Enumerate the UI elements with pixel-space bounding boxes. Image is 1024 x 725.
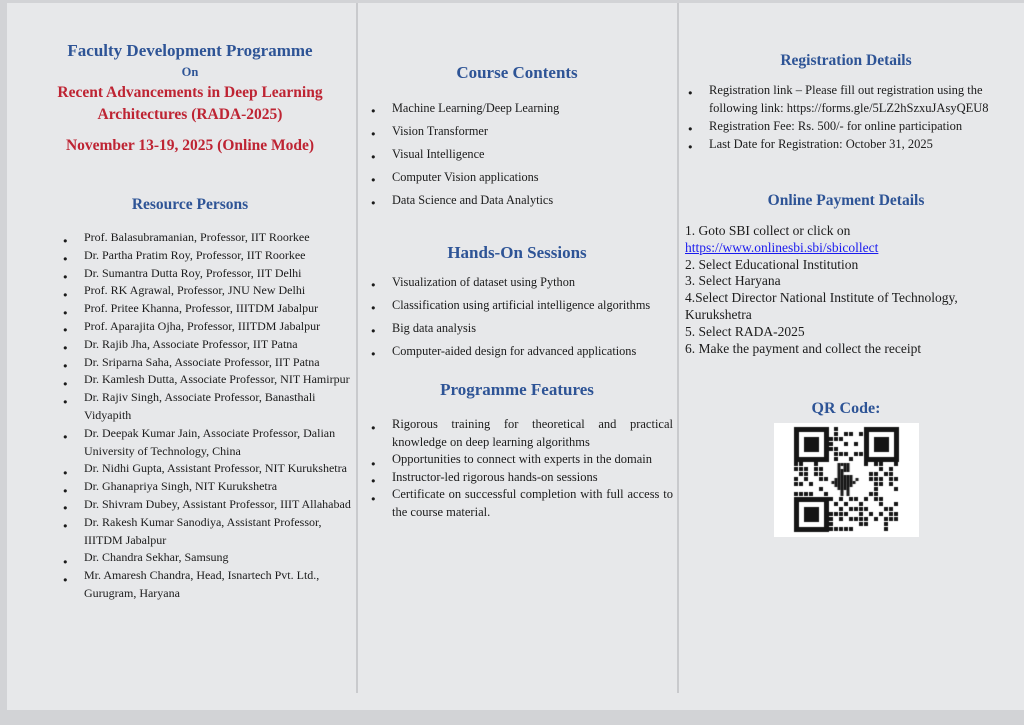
payment-steps (680, 223, 1012, 357)
resource-person-item: ● Dr. Rakesh Kumar Sanodiya, Assistant Professor, IIITDM Jabalpur (61, 514, 351, 550)
programme-subtitle-line2: Architectures (RADA-2025) (97, 106, 283, 123)
resource-person-item: ● Prof. RK Agrawal, Professor, JNU New Delhi (61, 282, 351, 300)
feature-item: ● Rigorous training for theoretical and practical knowledge on deep learning algorithms (369, 416, 673, 451)
course-item: ● Visual Intelligence (369, 145, 675, 163)
programme-dates: November 13-19, 2025 (Online Mode) (65, 137, 315, 154)
feature-item: ● Instructor-led rigorous hands-on sessions (369, 469, 673, 487)
resource-person-item: ● Dr. Rajib Jha, Associate Professor, IIT Patna (61, 336, 351, 354)
resource-person-item: ● Dr. Nidhi Gupta, Assistant Professor, NIT Kurukshetra (61, 460, 351, 478)
programme-title: Faculty Development Programme (67, 41, 313, 60)
feature-item: ● Opportunities to connect with experts in the domain (369, 451, 673, 469)
hands-on-list (369, 273, 675, 360)
right-column (680, 3, 1020, 537)
left-column (29, 3, 351, 603)
course-item: ● Vision Transformer (369, 122, 675, 140)
registration-item: ● Registration link – Please fill out registration using the following link: https://forms.gle/5LZ2hSzxuJAsyQEU8 (686, 81, 1012, 117)
payment-step: 4.Select Director National Institute of Technology, Kurukshetra (685, 290, 958, 322)
sbi-collect-link[interactable]: https://www.onlinesbi.sbi/sbicollect (685, 239, 879, 255)
resource-person-item: ● Dr. Kamlesh Dutta, Associate Professor, NIT Hamirpur (61, 371, 351, 389)
registration-details-list (686, 81, 1012, 153)
resource-person-item: ● Dr. Ghanapriya Singh, NIT Kurukshetra (61, 478, 351, 496)
resource-person-item: ● Dr. Rajiv Singh, Associate Professor, Banasthali Vidyapith (61, 389, 351, 425)
course-item: ● Computer Vision applications (369, 168, 675, 186)
course-item: ● Data Science and Data Analytics (369, 191, 675, 209)
online-payment-heading: Online Payment Details (767, 192, 925, 209)
resource-person-item: ● Mr. Amaresh Chandra, Head, Isnartech Pvt. Ltd., Gurugram, Haryana (61, 567, 351, 603)
hands-on-item: ● Big data analysis (369, 319, 675, 337)
course-contents-list (369, 99, 675, 209)
qr-code-box (774, 423, 919, 537)
hands-on-item: ● Visualization of dataset using Python (369, 273, 675, 291)
resource-person-item: ● Dr. Sumantra Dutta Roy, Professor, IIT Delhi (61, 265, 351, 283)
resource-persons-list (61, 229, 351, 603)
payment-step: 6. Make the payment and collect the receipt (685, 340, 922, 356)
resource-persons-heading: Resource Persons (131, 196, 249, 213)
resource-person-item: ● Prof. Pritee Khanna, Professor, IIITDM Jabalpur (61, 300, 351, 318)
flyer-page (7, 3, 1024, 710)
column-divider-left (356, 3, 358, 693)
column-divider-right (677, 3, 679, 693)
payment-step: 2. Select Educational Institution (685, 256, 859, 272)
payment-step: 1. Goto SBI collect or click on (685, 223, 851, 238)
registration-item: ● Last Date for Registration: October 31, 2025 (686, 135, 1012, 153)
qr-code-heading: QR Code: (811, 400, 881, 418)
resource-person-item: ● Dr. Sriparna Saha, Associate Professor, IIT Patna (61, 354, 351, 372)
programme-title-block (29, 39, 351, 157)
registration-item: ● Registration Fee: Rs. 500/- for online participation (686, 117, 1012, 135)
feature-item: ● Certificate on successful completion with full access to the course material. (369, 486, 673, 521)
resource-person-item: ● Dr. Chandra Sekhar, Samsung (61, 549, 351, 567)
programme-title-on: On (181, 65, 199, 79)
resource-person-item: ● Dr. Deepak Kumar Jain, Associate Professor, Dalian University of Technology, China (61, 425, 351, 461)
course-contents-heading: Course Contents (456, 63, 578, 82)
hands-on-item: ● Classification using artificial intelligence algorithms (369, 296, 675, 314)
qr-code-image (774, 423, 919, 537)
middle-column (359, 3, 675, 522)
payment-step: 5. Select RADA-2025 (685, 323, 805, 339)
programme-features-list (369, 416, 675, 522)
resource-person-item: ● Prof. Aparajita Ojha, Professor, IIITDM Jabalpur (61, 318, 351, 336)
hands-on-heading: Hands-On Sessions (447, 243, 587, 262)
resource-person-item: ● Dr. Partha Pratim Roy, Professor, IIT Roorkee (61, 247, 351, 265)
programme-subtitle-line1: Recent Advancements in Deep Learning (57, 84, 323, 101)
resource-person-item: ● Prof. Balasubramanian, Professor, IIT Roorkee (61, 229, 351, 247)
registration-details-heading: Registration Details (780, 52, 912, 69)
programme-features-heading: Programme Features (440, 380, 594, 399)
course-item: ● Machine Learning/Deep Learning (369, 99, 675, 117)
resource-person-item: ● Dr. Shivram Dubey, Assistant Professor, IIIT Allahabad (61, 496, 351, 514)
payment-step: 3. Select Haryana (685, 273, 781, 289)
hands-on-item: ● Computer-aided design for advanced applications (369, 342, 675, 360)
